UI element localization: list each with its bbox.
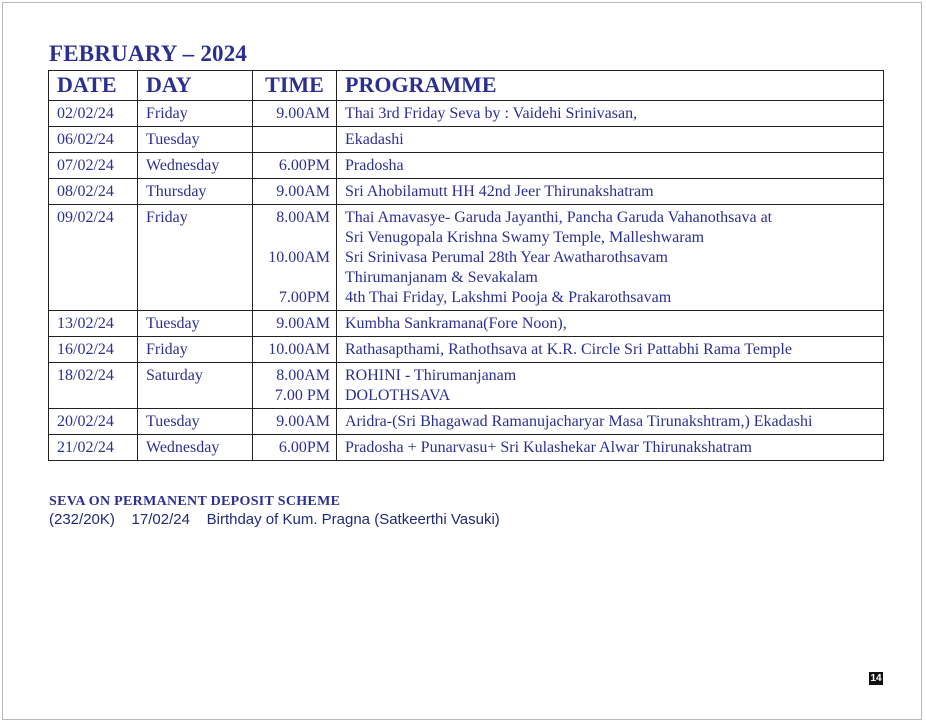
table-row [49, 179, 884, 205]
header-programme: PROGRAMME [337, 71, 884, 101]
row-time [253, 363, 337, 409]
row-time [253, 205, 337, 311]
programme-line: DOLOTHSAVA [345, 387, 451, 404]
time-entry: 9.00AM [276, 413, 330, 430]
row-time [253, 337, 337, 363]
schedule-table [48, 70, 884, 461]
time-entry: 10.00AM [268, 249, 330, 266]
time-entry [261, 130, 330, 150]
table-row [49, 205, 884, 311]
row-date: 02/02/24 [49, 101, 138, 127]
row-date: 16/02/24 [49, 337, 138, 363]
time-entry: 9.00AM [276, 315, 330, 332]
programme-line: Sri Ahobilamutt HH 42nd Jeer Thirunakshatram [345, 183, 654, 200]
row-day: Tuesday [138, 311, 253, 337]
footer-text: Birthday of Kum. Pragna (Satkeerthi Vasuki) [206, 511, 500, 528]
row-programme [337, 205, 884, 311]
row-day: Friday [138, 101, 253, 127]
row-date: 20/02/24 [49, 409, 138, 435]
row-time [253, 409, 337, 435]
row-day: Saturday [138, 363, 253, 409]
programme-line: Ekadashi [345, 131, 404, 148]
header-day: DAY [138, 71, 253, 101]
row-day: Tuesday [138, 127, 253, 153]
programme-line: Sri Venugopala Krishna Swamy Temple, Malleshwaram [345, 229, 705, 246]
time-entry [261, 268, 330, 288]
row-day: Tuesday [138, 409, 253, 435]
time-entry: 6.00PM [278, 157, 330, 174]
table-row [49, 153, 884, 179]
row-date: 06/02/24 [49, 127, 138, 153]
table-row [49, 409, 884, 435]
row-time [253, 311, 337, 337]
row-programme [337, 179, 884, 205]
table-row [49, 311, 884, 337]
programme-line: Thai Amavasye- Garuda Jayanthi, Pancha Garuda Vahanothsava at [345, 209, 773, 226]
time-entry: 9.00AM [276, 105, 330, 122]
programme-line: Rathasapthami, Rathothsava at K.R. Circle Sri Pattabhi Rama Temple [345, 341, 792, 358]
footer-ref: (232/20K) [49, 511, 115, 528]
row-date: 18/02/24 [49, 363, 138, 409]
time-entry: 8.00AM [276, 367, 330, 384]
programme-line: ROHINI - Thirumanjanam [345, 367, 517, 384]
row-date: 07/02/24 [49, 153, 138, 179]
table-row [49, 101, 884, 127]
row-time [253, 435, 337, 461]
programme-line: Pradosha [345, 157, 404, 174]
row-time [253, 127, 337, 153]
row-programme [337, 337, 884, 363]
row-day: Friday [138, 205, 253, 311]
row-day: Thursday [138, 179, 253, 205]
footer-entry [49, 511, 500, 528]
header-date: DATE [49, 71, 138, 101]
row-date: 09/02/24 [49, 205, 138, 311]
row-time [253, 101, 337, 127]
page-number: 14 [870, 673, 882, 684]
row-time [253, 179, 337, 205]
time-entry: 9.00AM [276, 183, 330, 200]
header-row [49, 71, 884, 101]
row-programme [337, 127, 884, 153]
footer-heading: SEVA ON PERMANENT DEPOSIT SCHEME [49, 494, 341, 509]
time-entry: 8.00AM [276, 209, 330, 226]
row-time [253, 153, 337, 179]
row-programme [337, 101, 884, 127]
row-date: 21/02/24 [49, 435, 138, 461]
page [2, 2, 922, 720]
table-row [49, 127, 884, 153]
time-entry [261, 228, 330, 248]
programme-line: Kumbha Sankramana(Fore Noon), [345, 315, 567, 332]
row-date: 13/02/24 [49, 311, 138, 337]
time-entry: 7.00PM [278, 289, 330, 306]
row-programme [337, 153, 884, 179]
programme-line: Sri Srinivasa Perumal 28th Year Awatharothsavam [345, 249, 668, 266]
programme-line: Thirumanjanam & Sevakalam [345, 269, 538, 286]
row-programme [337, 311, 884, 337]
row-day: Wednesday [138, 153, 253, 179]
time-entry: 7.00 PM [274, 387, 330, 404]
programme-line: Pradosha + Punarvasu+ Sri Kulashekar Alwar Thirunakshatram [345, 439, 752, 456]
time-entry: 10.00AM [268, 341, 330, 358]
programme-line: Aridra-(Sri Bhagawad Ramanujacharyar Masa Tirunakshtram,) Ekadashi [345, 413, 813, 430]
table-row [49, 435, 884, 461]
row-date: 08/02/24 [49, 179, 138, 205]
row-day: Friday [138, 337, 253, 363]
time-entry: 6.00PM [278, 439, 330, 456]
table-row [49, 337, 884, 363]
row-day: Wednesday [138, 435, 253, 461]
programme-line: 4th Thai Friday, Lakshmi Pooja & Prakarothsavam [345, 289, 672, 306]
row-programme [337, 409, 884, 435]
programme-line: Thai 3rd Friday Seva by : Vaidehi Srinivasan, [345, 105, 638, 122]
table-row [49, 363, 884, 409]
header-time: TIME [253, 71, 337, 101]
row-programme [337, 363, 884, 409]
row-programme [337, 435, 884, 461]
page-title: FEBRUARY – 2024 [49, 41, 248, 66]
footer-date: 17/02/24 [131, 511, 190, 528]
